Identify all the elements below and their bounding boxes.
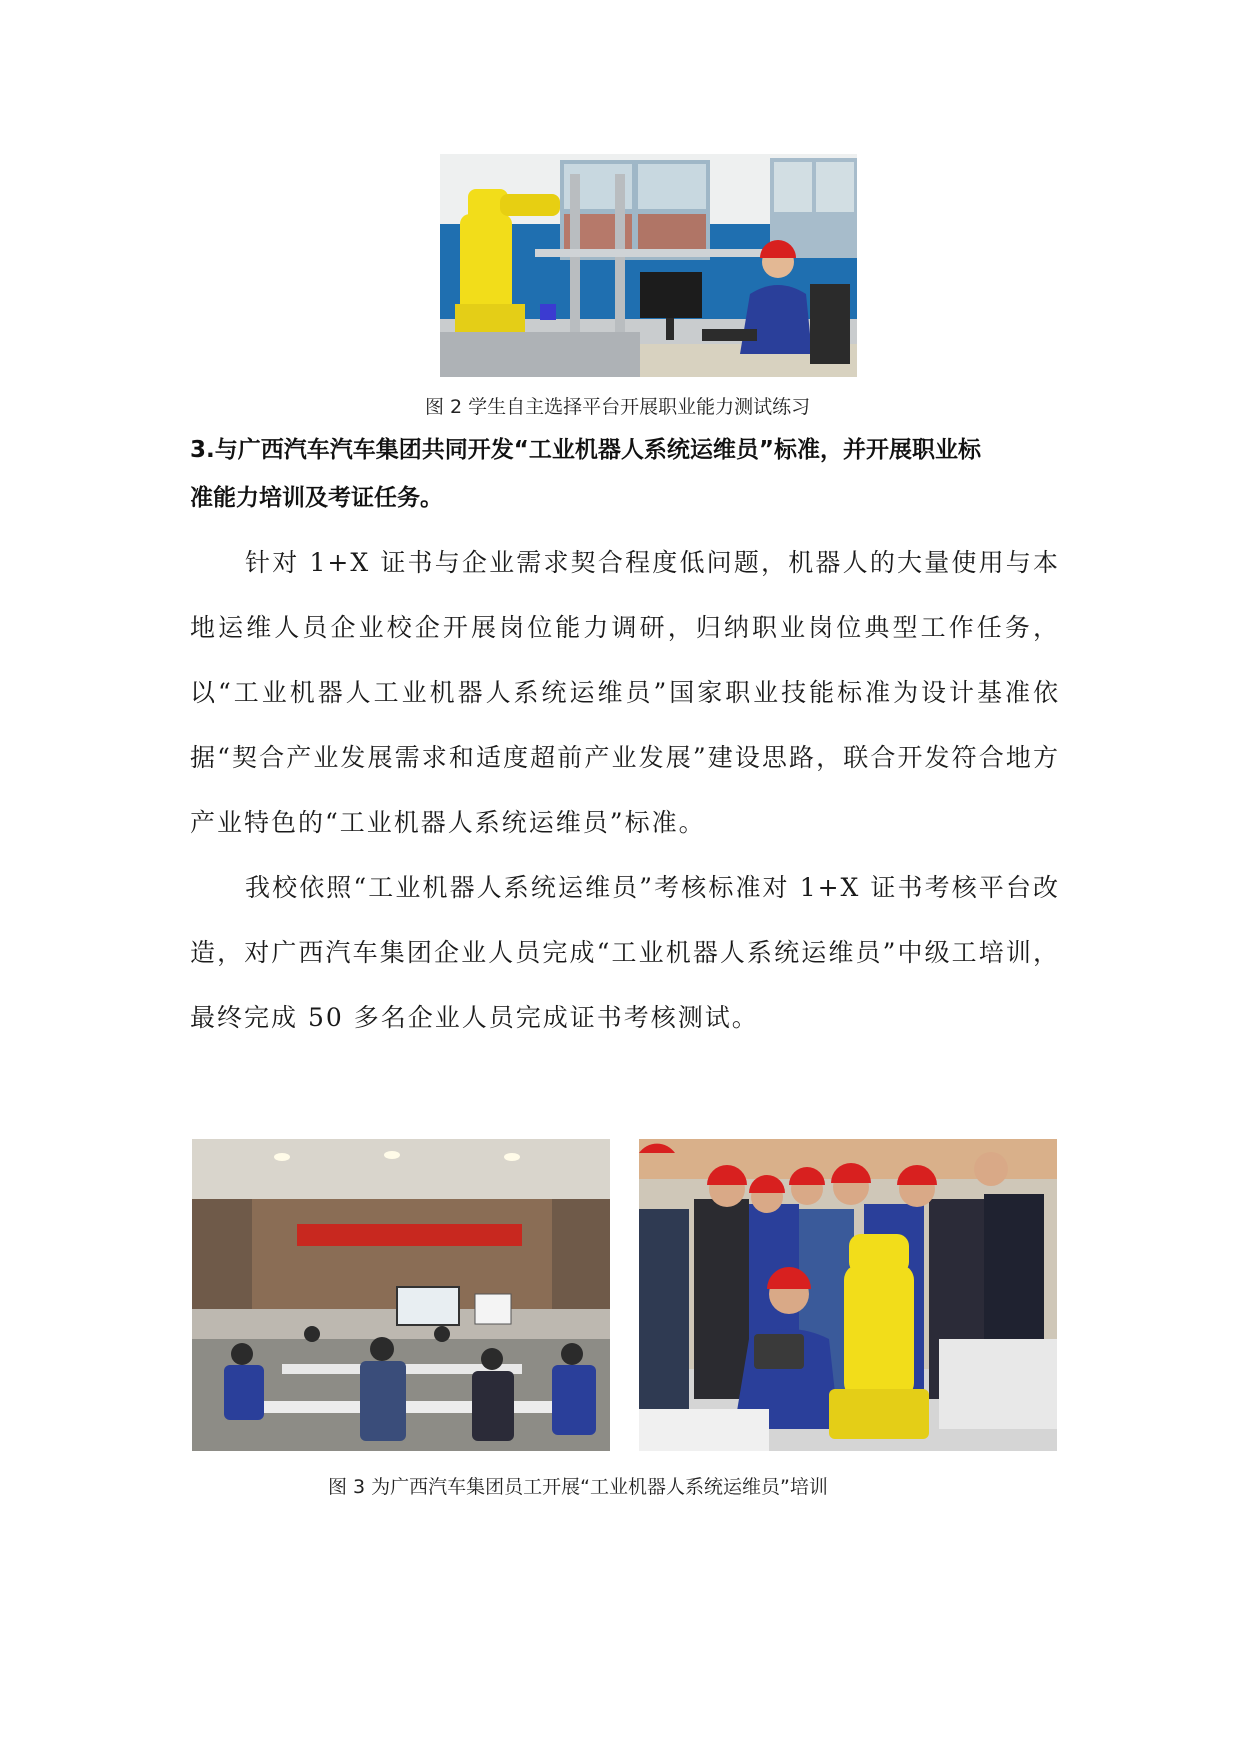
figure-2-caption: 图 2 学生自主选择平台开展职业能力测试练习 <box>425 396 811 418</box>
paragraph-text: 我校依照“工业机器人系统运维员”考核标准对 1+X 证书考核平台改造，对广西汽车集团企业人员完成“工业机器人系统运维员”中级工培训，最终完成 50 多名企业人员完成证书考核测试。 <box>190 873 1060 1032</box>
body-paragraph-1 <box>190 530 1060 855</box>
figure-2-photo <box>440 154 857 377</box>
figure-3-caption: 图 3 为广西汽车集团员工开展“工业机器人系统运维员”培训 <box>328 1476 828 1498</box>
body-paragraph-2 <box>190 855 1060 1050</box>
figure-3-photo-robot-training <box>639 1139 1057 1451</box>
section-3-heading <box>190 426 1060 522</box>
paragraph-text: 针对 1+X 证书与企业需求契合程度低问题，机器人的大量使用与本地运维人员企业校企开展岗位能力调研，归纳职业岗位典型工作任务，以“工业机器人工业机器人系统运维员”国家职业技能标准为设计基准依据“契合产业发展需求和适度超前产业发展”建设思路，联合开发符合地方产业特色的“工业机器人系统运维员”标准。 <box>190 548 1060 837</box>
section-3-heading-line-1: 3.与广西汽车汽车集团共同开发“工业机器人系统运维员”标准，并开展职业标 <box>190 437 981 463</box>
figure-3-photo-training-hall <box>192 1139 610 1451</box>
section-3-heading-line-2: 准能力培训及考证任务。 <box>190 485 443 511</box>
